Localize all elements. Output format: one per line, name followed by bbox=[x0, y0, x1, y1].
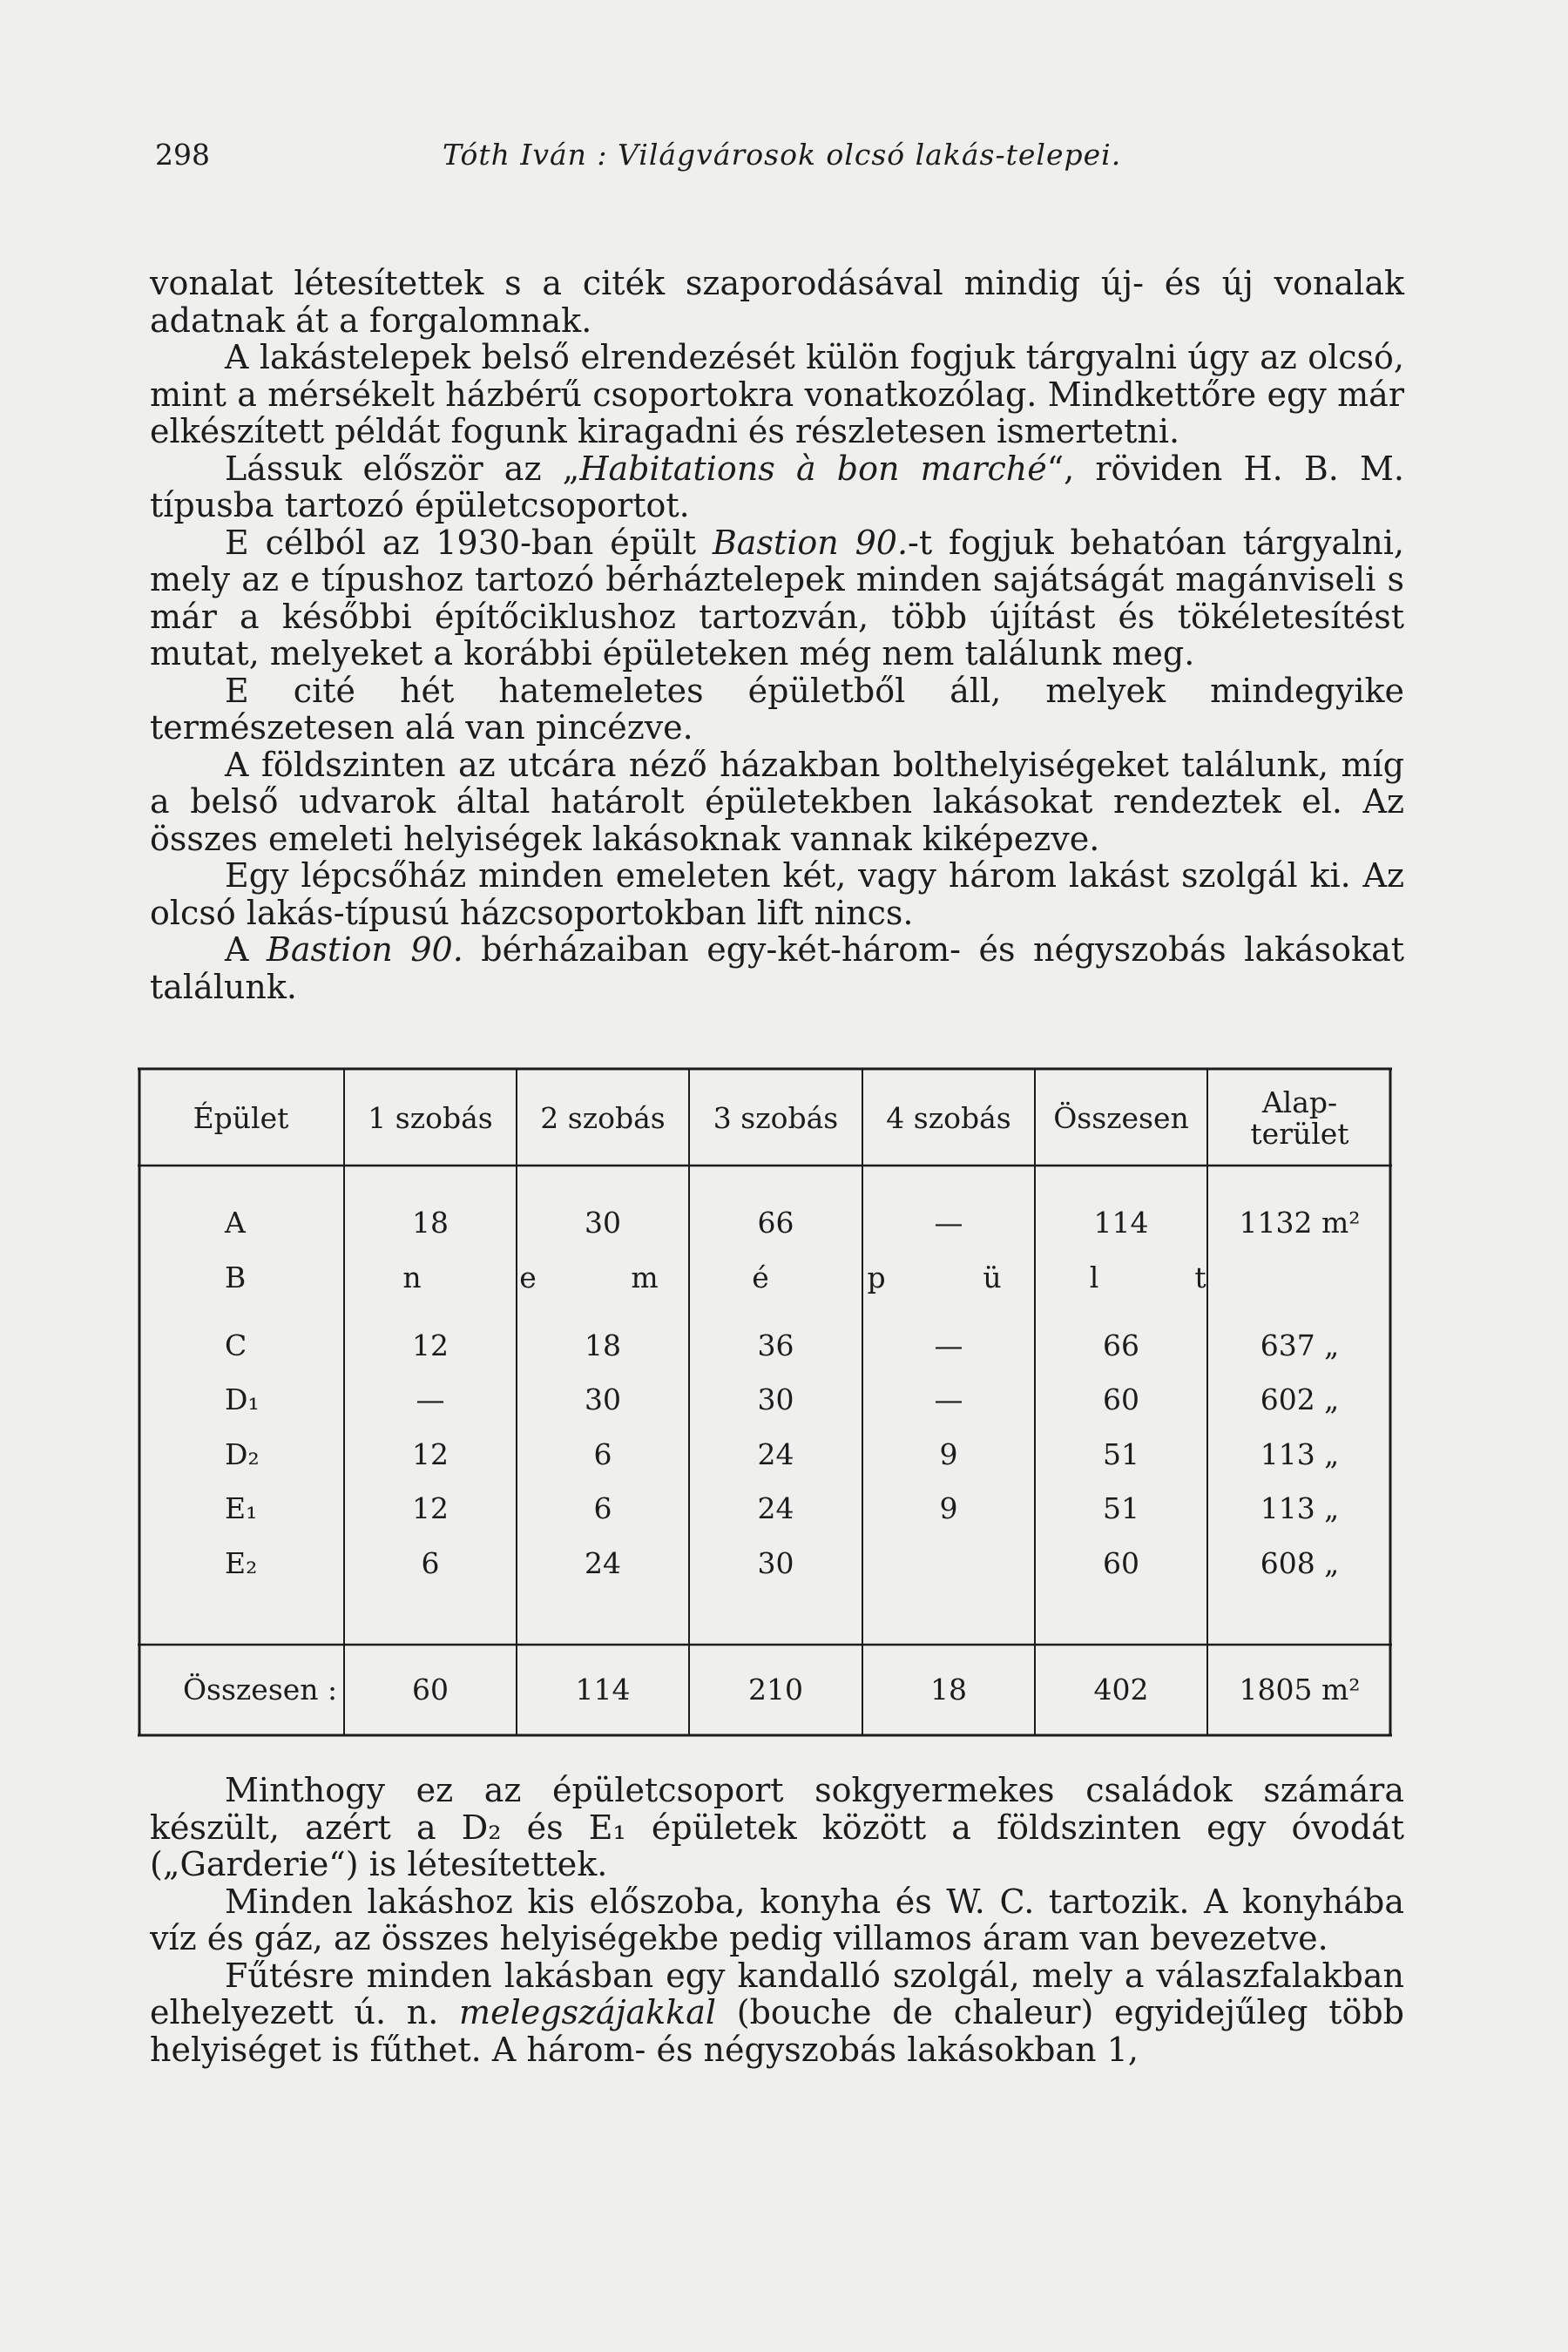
cell-osszesen: 66 bbox=[1103, 1328, 1139, 1362]
footer-4-szobas: 18 bbox=[930, 1673, 967, 1707]
cell-1-szobas: 12 bbox=[412, 1437, 449, 1471]
cell-alapterulet: 602 „ bbox=[1260, 1382, 1340, 1416]
table-header-area-2: terület bbox=[1250, 1117, 1349, 1151]
row-b-letter: t bbox=[1194, 1260, 1206, 1294]
row-b-letter: ü bbox=[983, 1260, 1002, 1294]
cell-alapterulet: 1132 m² bbox=[1239, 1206, 1361, 1240]
top-paragraph-7: Egy lépcsőház minden emeleten két, vagy három lakást szolgál ki. Az olcsó lakás-típusú házcsoportokban lift nincs. bbox=[150, 856, 1404, 932]
row-b-letter: p bbox=[867, 1260, 886, 1294]
row-b-letter: é bbox=[752, 1260, 769, 1294]
row-label: E₁ bbox=[225, 1491, 258, 1525]
cell-1-szobas: 6 bbox=[421, 1546, 440, 1580]
row-label: C bbox=[225, 1328, 247, 1362]
cell-1-szobas: 18 bbox=[412, 1206, 449, 1240]
table-header-area-1: Alap- bbox=[1261, 1085, 1338, 1119]
cell-4-szobas: — bbox=[934, 1328, 963, 1362]
cell-alapterulet: 113 „ bbox=[1260, 1491, 1340, 1525]
cell-2-szobas: 30 bbox=[585, 1206, 621, 1240]
footer-1-szobas: 60 bbox=[412, 1673, 449, 1707]
footer-label: Összesen : bbox=[183, 1673, 338, 1707]
row-label: E₂ bbox=[225, 1546, 258, 1580]
row-b-letter: e bbox=[519, 1260, 537, 1294]
page-number: 298 bbox=[155, 138, 210, 172]
cell-1-szobas: — bbox=[416, 1382, 445, 1416]
apartment-table bbox=[138, 1067, 1392, 1738]
bottom-paragraph-3: Fűtésre minden lakásban egy kandalló szolgál, mely a válaszfalakban elhelyezett ú. n. melegszájakkal (bouche de chaleur) egyidejűleg több helyiséget is fűthet. A három- és négyszobás lakásokban 1, bbox=[150, 1956, 1404, 2069]
cell-3-szobas: 36 bbox=[757, 1328, 794, 1362]
top-paragraph-3: Lássuk először az „Habitations à bon marché“, röviden H. B. M. típusba tartozó épületcsoportot. bbox=[150, 449, 1404, 524]
cell-4-szobas: — bbox=[934, 1206, 963, 1240]
cell-alapterulet: 637 „ bbox=[1260, 1328, 1340, 1362]
top-paragraph-8: A Bastion 90. bérházaiban egy-két-három- és négyszobás lakásokat találunk. bbox=[150, 930, 1404, 1006]
footer-2-szobas: 114 bbox=[575, 1673, 631, 1707]
row-label: D₁ bbox=[225, 1382, 260, 1416]
footer-alapterulet: 1805 m² bbox=[1239, 1673, 1361, 1707]
row-label: A bbox=[225, 1206, 246, 1240]
cell-2-szobas: 18 bbox=[585, 1328, 621, 1362]
body-text-top bbox=[150, 265, 1404, 1005]
top-paragraph-4: E célból az 1930-ban épült Bastion 90.-t fogjuk behatóan tárgyalni, mely az e típushoz tartozó bérháztelepek minden sajátságát magánviseli s már a későbbi építőciklushoz tartozván, több újítást és tökéletesítést mutat, melyeket a korábbi épületeken még nem találunk meg. bbox=[150, 523, 1404, 672]
bottom-paragraph-2: Minden lakáshoz kis előszoba, konyha és W. C. tartozik. A konyhába víz és gáz, az összes helyiségekbe pedig villamos áram van bevezetve. bbox=[150, 1882, 1404, 1957]
row-label: D₂ bbox=[225, 1437, 260, 1471]
top-paragraph-6: A földszinten az utcára néző házakban bolthelyiségeket találunk, míg a belső udvarok által határolt épületekben lakásokat rendeztek el. Az összes emeleti helyiségek lakásoknak vannak kiképezve. bbox=[150, 745, 1404, 858]
bottom-paragraph-1: Minthogy ez az épületcsoport sokgyermekes családok számára készült, azért a D₂ és E₁ épületek között a földszinten egy óvodát („Garderie“) is létesítettek. bbox=[150, 1771, 1404, 1883]
cell-4-szobas: 9 bbox=[939, 1491, 958, 1525]
running-title: Tóth Iván : Világvárosok olcsó lakás-telepei. bbox=[443, 138, 1122, 172]
cell-3-szobas: 24 bbox=[757, 1491, 794, 1525]
table-header-5: 4 szobás bbox=[886, 1101, 1011, 1135]
table-header-4: 3 szobás bbox=[713, 1101, 839, 1135]
cell-2-szobas: 24 bbox=[585, 1546, 621, 1580]
cell-osszesen: 60 bbox=[1103, 1546, 1139, 1580]
table-header-6: Összesen bbox=[1053, 1101, 1189, 1135]
row-b-letter: l bbox=[1089, 1260, 1099, 1294]
cell-4-szobas: — bbox=[934, 1382, 963, 1416]
cell-alapterulet: 608 „ bbox=[1260, 1546, 1340, 1580]
table-header-2: 1 szobás bbox=[368, 1101, 493, 1135]
body-text-bottom bbox=[150, 1772, 1404, 2068]
top-paragraph-5: E cité hét hatemeletes épületből áll, melyek mindegyike természetesen alá van pincézve. bbox=[150, 671, 1404, 747]
table-header-1: Épület bbox=[193, 1101, 289, 1135]
cell-2-szobas: 6 bbox=[593, 1491, 612, 1525]
row-b-letter: n bbox=[402, 1260, 422, 1294]
page-header bbox=[155, 138, 1409, 181]
cell-osszesen: 114 bbox=[1093, 1206, 1149, 1240]
footer-3-szobas: 210 bbox=[748, 1673, 803, 1707]
cell-osszesen: 51 bbox=[1103, 1437, 1139, 1471]
table-header-3: 2 szobás bbox=[540, 1101, 666, 1135]
cell-4-szobas: 9 bbox=[939, 1437, 958, 1471]
top-paragraph-2: A lakástelepek belső elrendezését külön fogjuk tárgyalni úgy az olcsó, mint a mérsékelt házbérű csoportokra vonatkozólag. Mindkettőre egy már elkészített példát fogunk kiragadni és részletesen ismertetni. bbox=[150, 338, 1404, 450]
row-b-letter: m bbox=[631, 1260, 659, 1294]
footer-osszesen: 402 bbox=[1093, 1673, 1149, 1707]
cell-1-szobas: 12 bbox=[412, 1491, 449, 1525]
cell-osszesen: 51 bbox=[1103, 1491, 1139, 1525]
cell-1-szobas: 12 bbox=[412, 1328, 449, 1362]
row-label-b: B bbox=[225, 1260, 247, 1294]
cell-3-szobas: 66 bbox=[757, 1206, 794, 1240]
cell-3-szobas: 30 bbox=[757, 1382, 794, 1416]
cell-2-szobas: 30 bbox=[585, 1382, 621, 1416]
cell-3-szobas: 30 bbox=[757, 1546, 794, 1580]
cell-alapterulet: 113 „ bbox=[1260, 1437, 1340, 1471]
cell-3-szobas: 24 bbox=[757, 1437, 794, 1471]
top-paragraph-1: vonalat létesítettek s a citék szaporodásával mindig új- és új vonalak adatnak át a forgalomnak. bbox=[150, 264, 1404, 340]
cell-osszesen: 60 bbox=[1103, 1382, 1139, 1416]
cell-2-szobas: 6 bbox=[593, 1437, 612, 1471]
